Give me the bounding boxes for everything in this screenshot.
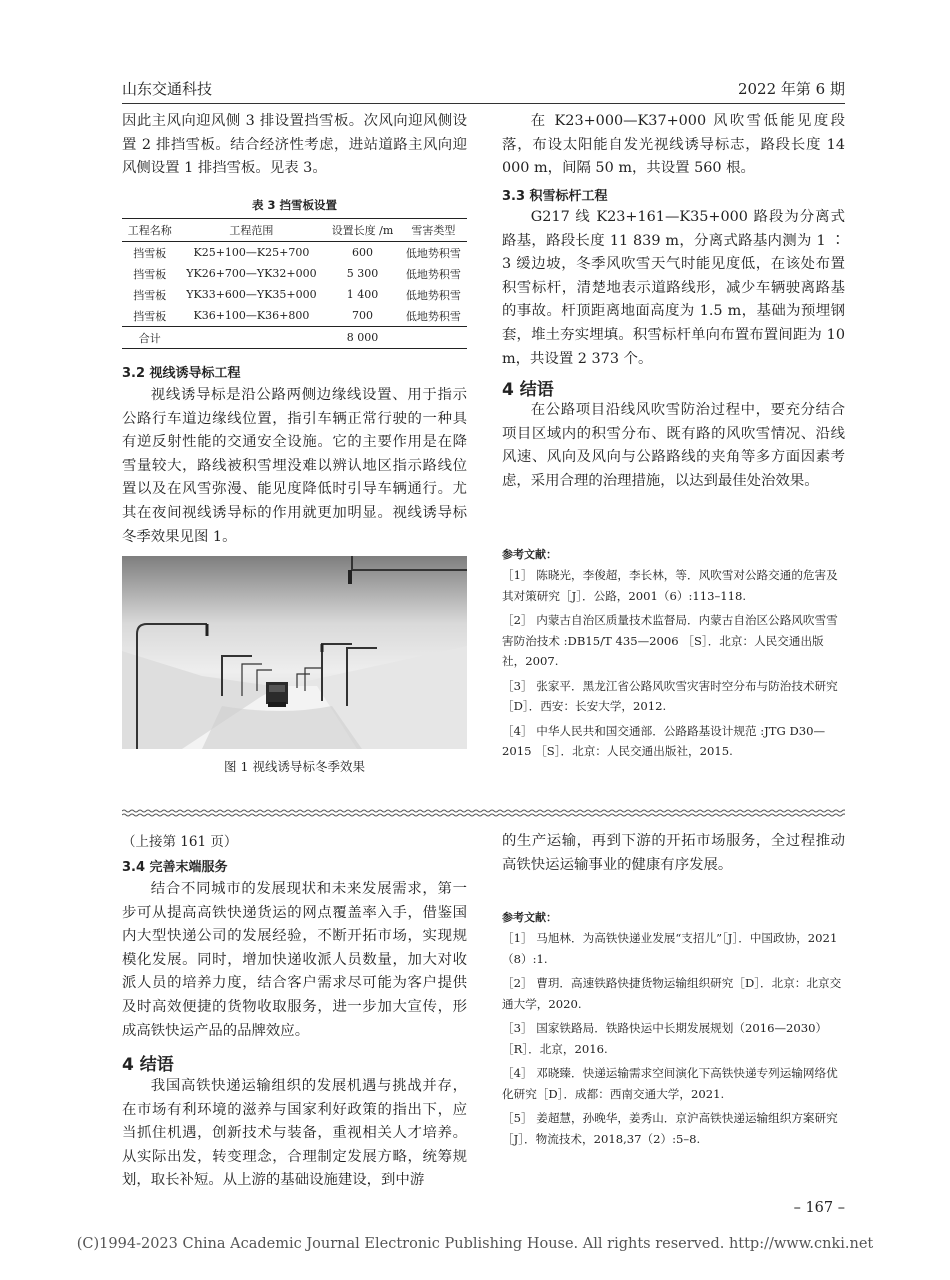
references-title: 参考文献： <box>502 548 557 561</box>
figure-1-caption: 图 1 视线诱导标冬季效果 <box>224 759 365 774</box>
snow-fence-table <box>122 218 467 349</box>
table-cell: 低地势积雪 <box>405 309 461 323</box>
table-cell: 合计 <box>122 327 178 349</box>
table-header-cell: 设置长度 /m <box>325 219 399 242</box>
table-cell: K36+100—K36+800 <box>193 309 310 322</box>
references-title-b: 参考文献： <box>502 911 557 924</box>
table-title: 表 3 挡雪板设置 <box>251 198 337 212</box>
paragraph-3-4: 结合不同城市的发展现状和未来发展需求，第一步可从提高高铁快递货运的网点覆盖率入手，借鉴国内大型快递公司的发展经验，不断开拓市场，实现规模化发展。同时，增加快递收派人员数量，加大对收派人员的培养力度，结合客户需求尽可能为客户提供及时高效便捷的货物收取服务，进一步加大宣传，形成高铁快运产品的品牌效应。 <box>122 881 467 1039</box>
table-header-row <box>122 219 467 242</box>
table-cell: 1 400 <box>346 288 379 301</box>
table-cell: 5 300 <box>346 267 379 280</box>
section-heading-4: 4 结语 <box>502 380 554 400</box>
copyright-footer: (C)1994-2023 China Academic Journal Electronic Publishing House. All rights reserved. http://www.cnki.net <box>76 1236 874 1252</box>
intro-paragraph: 因此主风向迎风侧 3 排设置挡雪板。次风向迎风侧设置 2 排挡雪板。结合经济性考虑，进站道路主风向迎风侧设置 1 排挡雪板。见表 3。 <box>122 113 467 177</box>
section-heading-3-2: 3.2 视线诱导标工程 <box>122 366 241 381</box>
section-heading-3-3: 3.3 积雪标杆工程 <box>502 189 608 204</box>
reference-item: ［3］ 国家铁路局．铁路快运中长期发展规划（2016—2030）［R］．北京，2016. <box>502 1021 828 1056</box>
table-header-cell: 雪害类型 <box>400 219 467 242</box>
paragraph-3-2: 视线诱导标是沿公路两侧边缘线设置、用于指示公路行车道边缘线位置，指引车辆正常行驶的一种具有逆反射性能的交通安全设施。它的主要作用是在降雪量较大，路线被积雪埋没难以辨认地区指示路线位置以及在风雪弥漫、能见度降低时引导车辆通行。尤其在夜间视线诱导标的作用就更加明显。视线诱导标冬季效果见图 1。 <box>122 387 467 545</box>
table-row <box>122 263 467 284</box>
continued-note: （上接第 161 页） <box>122 834 238 850</box>
table-cell: K25+100—K25+700 <box>193 246 310 259</box>
issue-label: 2022 年第 6 期 <box>737 80 845 98</box>
references-list <box>502 565 845 766</box>
section-heading-4-b: 4 结语 <box>122 1055 174 1075</box>
table-total-row <box>122 327 467 349</box>
reference-item: ［4］ 邓晓臻．快递运输需求空间演化下高铁快递专列运输网络优化研究［D］．成都：西南交通大学，2021. <box>502 1066 838 1101</box>
paragraph-conclusion: 在公路项目沿线风吹雪防治过程中，要充分结合项目区域内的积雪分布、既有路的风吹雪情况、沿线风速、风向及风向与公路路线的夹角等多方面因素考虑，采用合理的治理措施，以达到最佳处治效果。 <box>502 402 845 489</box>
table-cell: YK33+600—YK35+000 <box>186 288 317 301</box>
table-cell: 低地势积雪 <box>405 246 461 260</box>
table-cell: 挡雪板 <box>133 309 167 323</box>
table-cell <box>400 327 467 349</box>
table-cell: 挡雪板 <box>133 246 167 260</box>
table-cell: 8 000 <box>325 327 399 349</box>
table-cell: 700 <box>352 309 374 322</box>
reference-item: ［1］ 陈晓光，李俊超，李长林，等．风吹雪对公路交通的危害及其对策研究［J］．公路，2001（6）:113–118. <box>502 568 838 603</box>
reference-item: ［3］ 张家平．黑龙江省公路风吹雪灾害时空分布与防治技术研究［D］．西安：长安大学，2012. <box>502 678 838 713</box>
paragraph-3-3: G217 线 K23+161—K35+000 路段为分离式路基，路段长度 11 839 m，分离式路基内测为 1 ∶ 3 缓边坡，冬季风吹雪天气时能见度低，在该处布置积雪标杆，清楚地表示道路线形，减少车辆驶离路基的事故。杆顶距离地面高度为 1.5 m，基础为预埋钢套，堆土夯实埋填。积雪标杆单向布置布置间距为 10 m，共设置 2 373 个。 <box>502 209 845 367</box>
reference-item: ［1］ 马旭林．为高铁快递业发展“支招儿”［J］．中国政协，2021（8）:1. <box>502 931 838 966</box>
table-cell: YK26+700—YK32+000 <box>186 267 317 280</box>
table-cell: 挡雪板 <box>133 267 167 281</box>
page-number: – 167 – <box>793 1200 845 1216</box>
wavy-divider <box>122 808 845 818</box>
table-header-cell: 工程名称 <box>122 219 178 242</box>
header-rule <box>122 103 845 104</box>
reference-item: ［2］ 内蒙古自治区质量技术监督局．内蒙古自治区公路风吹雪雪害防治技术 :DB15/T 435—2006 ［S］．北京：人民交通出版社，2007. <box>502 613 838 668</box>
table-cell: 挡雪板 <box>133 288 167 302</box>
section-heading-3-4: 3.4 完善末端服务 <box>122 860 228 875</box>
reference-item: ［2］ 曹玥．高速铁路快捷货物运输组织研究［D］．北京：北京交通大学，2020. <box>502 976 842 1011</box>
paragraph-conclusion-b: 我国高铁快递运输组织的发展机遇与挑战并存，在市场有利环境的滋养与国家利好政策的指出下，应当抓住机遇，创新技术与装备，重视相关人才培养。从实际出发，转变理念，合理制定发展方略，统筹规划，取长补短。从上游的基础设施建设，到中游 <box>122 1078 467 1189</box>
table-header-cell: 工程范围 <box>178 219 326 242</box>
figure-1-photo <box>122 556 467 749</box>
table-cell: 600 <box>352 246 374 259</box>
reference-item: ［4］ 中华人民共和国交通部．公路路基设计规范 :JTG D30—2015 ［S］．北京：人民交通出版社，2015. <box>502 723 826 758</box>
table-cell: 低地势积雪 <box>405 288 461 302</box>
reference-item: ［5］ 姜超慧，孙晚华，姜秀山．京沪高铁快递运输组织方案研究［J］．物流技术，2018,37（2）:5–8. <box>502 1111 838 1146</box>
journal-name: 山东交通科技 <box>122 80 213 98</box>
table-cell: 低地势积雪 <box>405 267 461 281</box>
paragraph-lights: 在 K23+000—K37+000 风吹雪低能见度段落，布设太阳能自发光视线诱导标志，路段长度 14 000 m，间隔 50 m，共设置 560 根。 <box>502 113 845 177</box>
table-row <box>122 242 467 264</box>
table-row <box>122 284 467 305</box>
table-row <box>122 305 467 327</box>
table-cell <box>178 327 326 349</box>
paragraph-continued: 的生产运输，再到下游的开拓市场服务，全过程推动高铁快运运输事业的健康有序发展。 <box>502 833 845 873</box>
references-list-b <box>502 928 845 1153</box>
